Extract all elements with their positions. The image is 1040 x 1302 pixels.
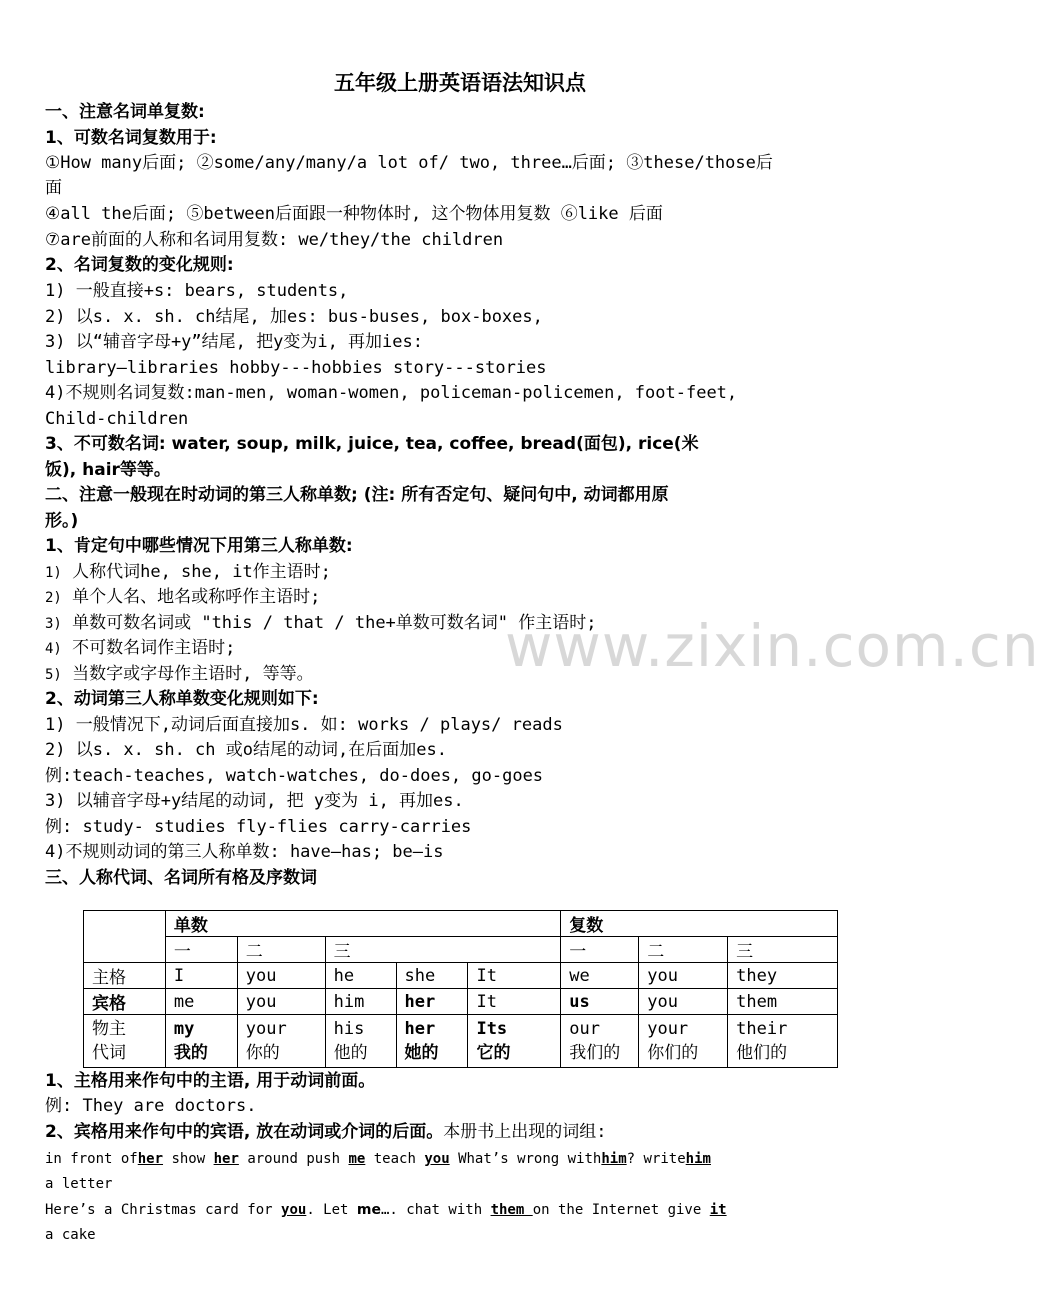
plural-person-3-header: 三 (728, 937, 838, 963)
plural-person-2-header: 二 (639, 937, 728, 963)
table-cell: your 你们的 (639, 1015, 728, 1068)
table-cell: his 他的 (325, 1015, 396, 1068)
plural-usage-line1-cont: 面 (45, 178, 62, 198)
plural-rule-2: 2) 以s. x. sh. ch结尾, 加es: bus-buses, box-boxes, (45, 307, 543, 327)
section2-sub2: 2、动词第三人称单数变化规则如下: (45, 689, 319, 709)
person-3-header: 三 (325, 937, 561, 963)
table-cell: you (237, 963, 325, 989)
table-cell: he (325, 963, 396, 989)
singular-header: 单数 (165, 911, 560, 937)
section1-sub3-cont: 饭), hair等等。 (45, 460, 171, 480)
section2-sub1: 1、肯定句中哪些情况下用第三人称单数: (45, 536, 353, 556)
section1-sub2: 2、名词复数的变化规则: (45, 255, 234, 275)
plural-rule-3: 3) 以“辅音字母+y”结尾, 把y变为i, 再加ies: (45, 332, 423, 352)
phrase-line-2: Here’s a Christmas card for you. Let me…. chat with them on the Internet give it (45, 1202, 727, 1218)
table-cell: me (165, 989, 237, 1015)
row-label-subject: 主格 (84, 963, 166, 989)
third-person-case-4: 4) 不可数名词作主语时; (45, 638, 236, 658)
row-label-object: 宾格 (84, 989, 166, 1015)
plural-person-1-header: 一 (561, 937, 639, 963)
verb-rule-4: 4)不规则动词的第三人称单数: have—has; be—is (45, 842, 444, 862)
pronoun-table (83, 910, 838, 1068)
table-cell: Its 它的 (468, 1015, 561, 1068)
table-cell: her 她的 (396, 1015, 468, 1068)
table-row (84, 989, 838, 1015)
section1-heading: 一、注意名词单复数: (45, 102, 205, 122)
verb-rule-2-examples: 例:teach-teaches, watch-watches, do-does, go-goes (45, 766, 544, 786)
plural-usage-line2: ④all the后面; ⑤between后面跟一种物体时, 这个物体用复数 ⑥like 后面 (45, 204, 663, 224)
plural-rule-4: 4)不规则名词复数:man-men, woman-women, policeman-policemen, foot-feet, (45, 383, 738, 403)
table-row (84, 937, 838, 963)
verb-rule-3-examples: 例: study- studies fly-flies carry-carries (45, 817, 472, 837)
section2-heading: 二、注意一般现在时动词的第三人称单数; (注: 所有否定句、疑问句中, 动词都用原 (45, 485, 669, 505)
plural-usage-line1: ①How many后面; ②some/any/many/a lot of/ two, three…后面; ③these/those后 (45, 153, 773, 173)
table-cell: him (325, 989, 396, 1015)
section3-heading: 三、人称代词、名词所有格及序数词 (45, 868, 317, 888)
third-person-case-3: 3) 单数可数名词或 "this / that / the+单数可数名词" 作主语时; (45, 613, 597, 633)
third-person-case-2: 2) 单个人名、地名或称呼作主语时; (45, 587, 321, 607)
section1-sub3: 3、不可数名词: water, soup, milk, juice, tea, coffee, bread(面包), rice(米 (45, 434, 699, 454)
verb-rule-3: 3) 以辅音字母+y结尾的动词, 把 y变为 i, 再加es. (45, 791, 464, 811)
person-2-header: 二 (237, 937, 325, 963)
phrase-line-1-cont: a letter (45, 1176, 113, 1192)
plural-rule-4-cont: Child-children (45, 409, 189, 429)
table-row (84, 1015, 838, 1068)
table-cell: she (396, 963, 468, 989)
table-cell: I (165, 963, 237, 989)
table-cell: It (468, 963, 561, 989)
subject-case-note: 1、主格用来作句中的主语, 用于动词前面。 (45, 1071, 376, 1091)
table-cell: their 他们的 (728, 1015, 838, 1068)
table-cell: your 你的 (237, 1015, 325, 1068)
table-row (84, 963, 838, 989)
plural-usage-line3: ⑦are前面的人称和名词用复数: we/they/the children (45, 230, 504, 250)
plural-header: 复数 (561, 911, 838, 937)
person-1-header: 一 (165, 937, 237, 963)
table-row (84, 911, 838, 937)
table-cell: my 我的 (165, 1015, 237, 1068)
table-cell: they (728, 963, 838, 989)
table-corner-cell (84, 911, 166, 963)
third-person-case-1: 1) 人称代词he, she, it作主语时; (45, 562, 331, 582)
table-cell: you (639, 963, 728, 989)
table-cell: you (639, 989, 728, 1015)
verb-rule-1: 1) 一般情况下,动词后面直接加s. 如: works / plays/ reads (45, 715, 563, 735)
table-cell: her (396, 989, 468, 1015)
table-cell: them (728, 989, 838, 1015)
object-case-note: 2、宾格用来作句中的宾语, 放在动词或介词的后面。本册书上出现的词组: (45, 1122, 607, 1142)
section2-heading-cont: 形。) (45, 511, 79, 531)
third-person-case-5: 5) 当数字或字母作主语时, 等等。 (45, 664, 314, 684)
table-cell: you (237, 989, 325, 1015)
table-cell: It (468, 989, 561, 1015)
watermark: www.zixin.com.cn (505, 612, 1040, 680)
table-cell: we (561, 963, 639, 989)
table-cell: us (561, 989, 639, 1015)
row-label-possessive: 物主 代词 (84, 1015, 166, 1068)
verb-rule-2: 2) 以s. x. sh. ch 或o结尾的动词,在后面加es. (45, 740, 447, 760)
plural-rule-1: 1) 一般直接+s: bears, students, (45, 281, 349, 301)
table-cell: our 我们的 (561, 1015, 639, 1068)
phrase-line-1: in front ofher show her around push me teach you What’s wrong withhim? writehim (45, 1151, 711, 1167)
plural-rule-3-examples: library—libraries hobby---hobbies story---stories (45, 358, 547, 378)
section1-sub1: 1、可数名词复数用于: (45, 128, 217, 148)
subject-case-example: 例: They are doctors. (45, 1096, 257, 1116)
document-title: 五年级上册英语语法知识点 (334, 71, 586, 95)
phrase-line-2-cont: a cake (45, 1227, 96, 1243)
